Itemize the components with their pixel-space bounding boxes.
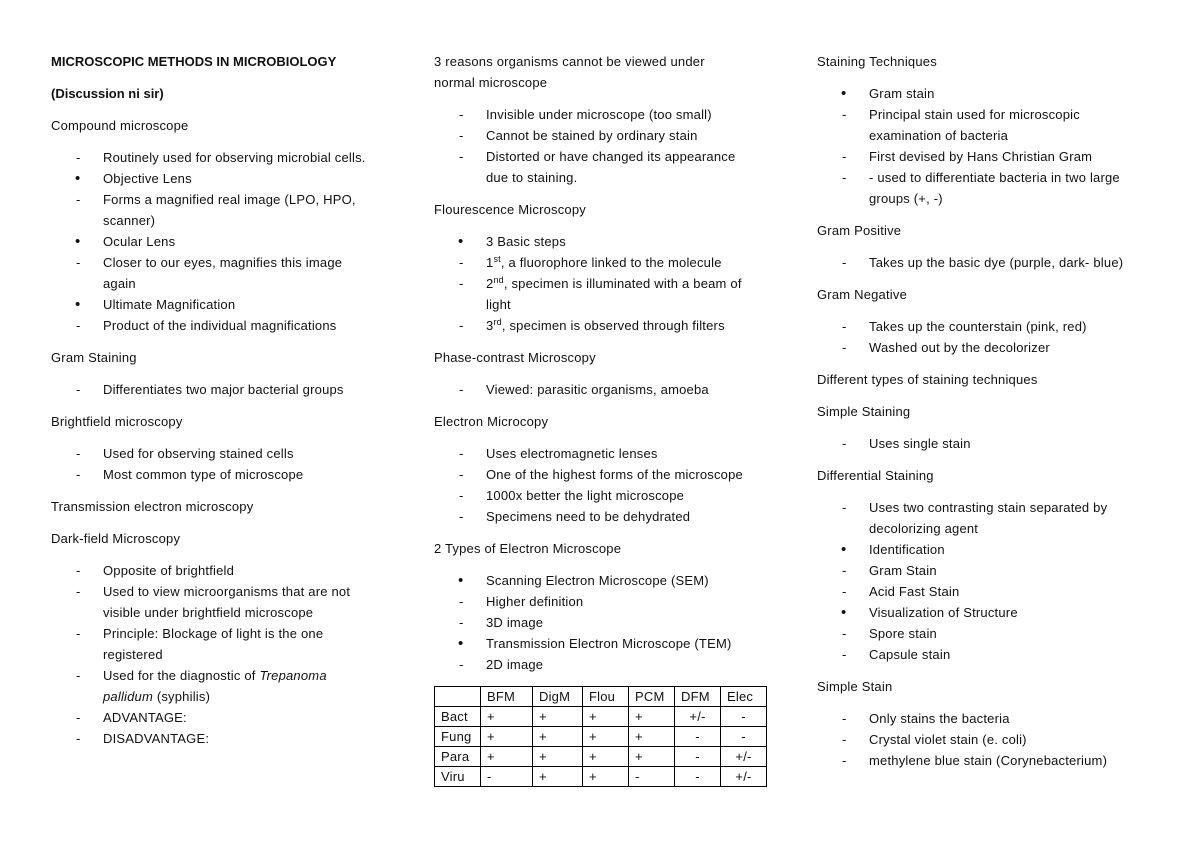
dash-marker: -	[76, 668, 81, 683]
list-item-text: Routinely used for observing microbial cells.	[103, 150, 366, 165]
section-heading-phase-contrast: Phase-contrast Microscopy	[434, 350, 596, 365]
section-heading-electron-types: 2 Types of Electron Microscope	[434, 541, 622, 556]
list-item	[817, 167, 1189, 209]
list-item-text: , a fluorophore linked to the molecule	[500, 255, 722, 270]
list-item-text: Distorted or have changed its appearance due to staining.	[486, 149, 736, 185]
list-item-text: Used to view microorganisms that are not visible under brightfield microscope	[103, 584, 351, 620]
list-item	[434, 443, 804, 464]
table-cell: +/-	[721, 767, 767, 787]
fluorescence-list	[434, 231, 804, 336]
dash-marker: -	[76, 446, 81, 461]
table-row-label: Fung	[435, 727, 481, 747]
dash-marker: -	[842, 436, 847, 451]
list-item	[51, 665, 421, 707]
list-item-text: Ocular Lens	[103, 234, 176, 249]
list-item	[434, 633, 804, 654]
table-header-cell: Flou	[583, 687, 629, 707]
table-cell: +/-	[675, 707, 721, 727]
table-cell: -	[675, 767, 721, 787]
dash-marker: -	[842, 626, 847, 641]
dash-marker: -	[459, 467, 464, 482]
list-item-text: Identification	[869, 542, 945, 557]
list-item	[51, 560, 421, 581]
reasons-list	[434, 104, 804, 188]
dash-marker: -	[459, 149, 464, 164]
list-item	[817, 337, 1189, 358]
list-item-text: First devised by Hans Christian Gram	[869, 149, 1093, 164]
list-item-text: , specimen is observed through filters	[501, 318, 725, 333]
dash-marker: -	[459, 615, 464, 630]
document-subtitle: (Discussion ni sir)	[51, 86, 164, 101]
list-item-text: Used for observing stained cells	[103, 446, 294, 461]
table-header-cell: DFM	[675, 687, 721, 707]
ordinal-suffix: nd	[493, 275, 504, 285]
list-item-text: ADVANTAGE:	[103, 710, 187, 725]
list-item-text: Forms a magnified real image (LPO, HPO, scanner)	[103, 192, 356, 228]
list-item	[817, 497, 1189, 539]
table-cell: +	[481, 707, 533, 727]
list-item-text: Acid Fast Stain	[869, 584, 960, 599]
list-item	[817, 560, 1189, 581]
bullet-marker: •	[841, 85, 847, 102]
list-item-text: methylene blue stain (Corynebacterium)	[869, 753, 1108, 768]
step-number: 1	[486, 255, 494, 270]
list-item-text: Principle: Blockage of light is the one registered	[103, 626, 324, 662]
list-item-text: DISADVANTAGE:	[103, 731, 210, 746]
list-item-text: Takes up the basic dye (purple, dark- blue)	[869, 255, 1124, 270]
section-heading-simple-staining: Simple Staining	[817, 404, 911, 419]
list-item-text: , specimen is illuminated with a beam of light	[486, 276, 742, 312]
table-cell: -	[629, 767, 675, 787]
list-item	[434, 231, 804, 252]
list-item	[51, 443, 421, 464]
list-item-text: Uses two contrasting stain separated by decolorizing agent	[869, 500, 1108, 536]
dash-marker: -	[459, 128, 464, 143]
table-header-cell: PCM	[629, 687, 675, 707]
table-row-label: Viru	[435, 767, 481, 787]
table-header-cell: BFM	[481, 687, 533, 707]
table-cell: +	[583, 727, 629, 747]
bullet-marker: •	[75, 296, 81, 313]
list-item-text: Crystal violet stain (e. coli)	[869, 732, 1027, 747]
list-item-text: Product of the individual magnifications	[103, 318, 337, 333]
dash-marker: -	[76, 710, 81, 725]
list-item	[434, 315, 804, 336]
simple-stain-list	[817, 708, 1189, 771]
table-cell: +	[583, 707, 629, 727]
table-header-cell: Elec	[721, 687, 767, 707]
list-item	[51, 728, 421, 749]
list-item	[434, 379, 804, 400]
list-item	[817, 623, 1189, 644]
dash-marker: -	[76, 255, 81, 270]
list-item	[51, 581, 421, 623]
list-item	[51, 147, 421, 168]
list-item	[434, 506, 804, 527]
list-item-text: Principal stain used for microscopic examination of bacteria	[869, 107, 1080, 143]
table-corner-cell	[435, 687, 481, 707]
table-row	[435, 707, 767, 727]
section-heading-staining-types: Different types of staining techniques	[817, 372, 1038, 387]
dash-marker: -	[842, 711, 847, 726]
list-item	[51, 168, 421, 189]
dash-marker: -	[76, 318, 81, 333]
list-item	[434, 125, 804, 146]
list-item	[434, 252, 804, 273]
section-heading-dark-field: Dark-field Microscopy	[51, 531, 181, 546]
phase-contrast-list	[434, 379, 804, 400]
list-item-text: (syphilis)	[153, 689, 211, 704]
table-header-row	[435, 687, 767, 707]
list-item-text: One of the highest forms of the microscope	[486, 467, 743, 482]
column-right	[817, 51, 1189, 782]
list-item	[817, 581, 1189, 602]
list-item	[817, 316, 1189, 337]
list-item	[817, 83, 1189, 104]
list-item-text: Specimens need to be dehydrated	[486, 509, 691, 524]
list-item	[434, 612, 804, 633]
dash-marker: -	[842, 340, 847, 355]
table-cell: +	[629, 747, 675, 767]
list-item	[51, 294, 421, 315]
list-item	[817, 104, 1189, 146]
table-cell: -	[721, 727, 767, 747]
ordinal-suffix: rd	[493, 317, 502, 327]
dash-marker: -	[459, 107, 464, 122]
list-item	[817, 708, 1189, 729]
list-item	[51, 231, 421, 252]
dash-marker: -	[76, 584, 81, 599]
section-heading-compound-microscope: Compound microscope	[51, 118, 189, 133]
section-heading-gram-negative: Gram Negative	[817, 287, 908, 302]
list-item-text: Gram Stain	[869, 563, 937, 578]
list-item-text: 3 Basic steps	[486, 234, 566, 249]
table-cell: +	[533, 767, 583, 787]
list-item	[434, 104, 804, 125]
column-middle	[434, 51, 804, 787]
list-item	[817, 602, 1189, 623]
section-heading-reasons: 3 reasons organisms cannot be viewed under normal microscope	[434, 54, 705, 90]
section-heading-simple-stain: Simple Stain	[817, 679, 893, 694]
list-item-text: Cannot be stained by ordinary stain	[486, 128, 698, 143]
table-cell: +/-	[721, 747, 767, 767]
dash-marker: -	[842, 753, 847, 768]
list-item-text: Closer to our eyes, magnifies this image again	[103, 255, 343, 291]
dash-marker: -	[842, 647, 847, 662]
dash-marker: -	[842, 149, 847, 164]
dash-marker: -	[459, 446, 464, 461]
dash-marker: -	[76, 467, 81, 482]
dash-marker: -	[459, 382, 464, 397]
dash-marker: -	[842, 107, 847, 122]
list-item	[434, 485, 804, 506]
list-item-text: Spore stain	[869, 626, 937, 641]
species-name: Trepanoma pallidum	[103, 668, 327, 704]
list-item	[51, 189, 421, 231]
bullet-marker: •	[458, 635, 464, 652]
bullet-marker: •	[75, 170, 81, 187]
microscopy-comparison-table	[434, 686, 767, 787]
list-item-text: Washed out by the decolorizer	[869, 340, 1050, 355]
dash-marker: -	[76, 382, 81, 397]
table-cell: -	[721, 707, 767, 727]
list-item-text: Opposite of brightfield	[103, 563, 235, 578]
gram-negative-list	[817, 316, 1189, 358]
dash-marker: -	[842, 563, 847, 578]
electron-list	[434, 443, 804, 527]
list-item-text: Gram stain	[869, 86, 935, 101]
dash-marker: -	[459, 657, 464, 672]
dash-marker: -	[459, 594, 464, 609]
list-item	[51, 315, 421, 336]
section-heading-staining-techniques: Staining Techniques	[817, 54, 937, 69]
list-item-text: - used to differentiate bacteria in two large groups (+, -)	[869, 170, 1120, 206]
section-heading-gram-staining: Gram Staining	[51, 350, 137, 365]
list-item-text: 1000x better the light microscope	[486, 488, 685, 503]
list-item	[817, 433, 1189, 454]
table-cell: -	[675, 747, 721, 767]
dash-marker: -	[842, 255, 847, 270]
dash-marker: -	[842, 732, 847, 747]
step-number: 2	[486, 276, 494, 291]
list-item	[434, 273, 804, 315]
list-item-text: Uses single stain	[869, 436, 971, 451]
list-item	[434, 570, 804, 591]
list-item	[51, 707, 421, 728]
list-item-text: Differentiates two major bacterial groups	[103, 382, 344, 397]
list-item	[51, 379, 421, 400]
list-item-text: Most common type of microscope	[103, 467, 304, 482]
brightfield-list	[51, 443, 421, 485]
dash-marker: -	[76, 150, 81, 165]
table-row	[435, 727, 767, 747]
differential-staining-list	[817, 497, 1189, 665]
section-heading-gram-positive: Gram Positive	[817, 223, 902, 238]
list-item-text: Uses electromagnetic lenses	[486, 446, 658, 461]
table-header-cell: DigM	[533, 687, 583, 707]
list-item	[817, 644, 1189, 665]
table-row	[435, 747, 767, 767]
table-cell: +	[583, 747, 629, 767]
simple-staining-list	[817, 433, 1189, 454]
ordinal-suffix: st	[493, 254, 501, 264]
dash-marker: -	[76, 731, 81, 746]
table-cell: +	[533, 707, 583, 727]
list-item-text: Higher definition	[486, 594, 584, 609]
list-item	[817, 750, 1189, 771]
list-item-text: Only stains the bacteria	[869, 711, 1010, 726]
section-heading-electron: Electron Microcopy	[434, 414, 549, 429]
dash-marker: -	[459, 509, 464, 524]
list-item	[434, 464, 804, 485]
bullet-marker: •	[841, 604, 847, 621]
dash-marker: -	[76, 626, 81, 641]
list-item-text: 3D image	[486, 615, 544, 630]
dash-marker: -	[76, 192, 81, 207]
column-left	[51, 51, 421, 760]
list-item	[434, 146, 804, 188]
list-item	[434, 654, 804, 675]
dark-field-list	[51, 560, 421, 749]
gram-positive-list	[817, 252, 1189, 273]
staining-techniques-list	[817, 83, 1189, 209]
table-cell: +	[533, 747, 583, 767]
table-cell: +	[481, 727, 533, 747]
list-item-text: Ultimate Magnification	[103, 297, 236, 312]
bullet-marker: •	[458, 572, 464, 589]
dash-marker: -	[459, 488, 464, 503]
dash-marker: -	[459, 318, 464, 333]
list-item-text: Takes up the counterstain (pink, red)	[869, 319, 1087, 334]
bullet-marker: •	[75, 233, 81, 250]
dash-marker: -	[76, 563, 81, 578]
bullet-marker: •	[458, 233, 464, 250]
dash-marker: -	[459, 255, 464, 270]
table-row-label: Para	[435, 747, 481, 767]
table-cell: +	[629, 707, 675, 727]
list-item	[817, 252, 1189, 273]
dash-marker: -	[842, 500, 847, 515]
section-heading-transmission-electron: Transmission electron microscopy	[51, 499, 254, 514]
table-cell: -	[675, 727, 721, 747]
list-item-text: Invisible under microscope (too small)	[486, 107, 712, 122]
table-cell: -	[481, 767, 533, 787]
gram-staining-list	[51, 379, 421, 400]
table-cell: +	[583, 767, 629, 787]
list-item-text: Transmission Electron Microscope (TEM)	[486, 636, 732, 651]
bullet-marker: •	[841, 541, 847, 558]
dash-marker: -	[842, 584, 847, 599]
list-item-text: Viewed: parasitic organisms, amoeba	[486, 382, 709, 397]
list-item-text: Capsule stain	[869, 647, 951, 662]
table-cell: +	[481, 747, 533, 767]
list-item-text: Scanning Electron Microscope (SEM)	[486, 573, 709, 588]
list-item-text: Visualization of Structure	[869, 605, 1018, 620]
list-item-text: Objective Lens	[103, 171, 192, 186]
dash-marker: -	[459, 276, 464, 291]
table-row-label: Bact	[435, 707, 481, 727]
step-number: 3	[486, 318, 494, 333]
list-item	[51, 464, 421, 485]
list-item	[817, 146, 1189, 167]
list-item	[51, 252, 421, 294]
list-item	[434, 591, 804, 612]
list-item	[817, 729, 1189, 750]
section-heading-fluorescence: Flourescence Microscopy	[434, 202, 586, 217]
table-cell: +	[533, 727, 583, 747]
list-item	[817, 539, 1189, 560]
compound-microscope-list	[51, 147, 421, 336]
list-item-text: Used for the diagnostic of	[103, 668, 260, 683]
electron-types-list	[434, 570, 804, 675]
table-cell: +	[629, 727, 675, 747]
section-heading-brightfield: Brightfield microscopy	[51, 414, 183, 429]
list-item-text: 2D image	[486, 657, 544, 672]
document-title: MICROSCOPIC METHODS IN MICROBIOLOGY	[51, 54, 337, 69]
section-heading-differential-staining: Differential Staining	[817, 468, 934, 483]
table-row	[435, 767, 767, 787]
list-item	[51, 623, 421, 665]
dash-marker: -	[842, 170, 847, 185]
dash-marker: -	[842, 319, 847, 334]
